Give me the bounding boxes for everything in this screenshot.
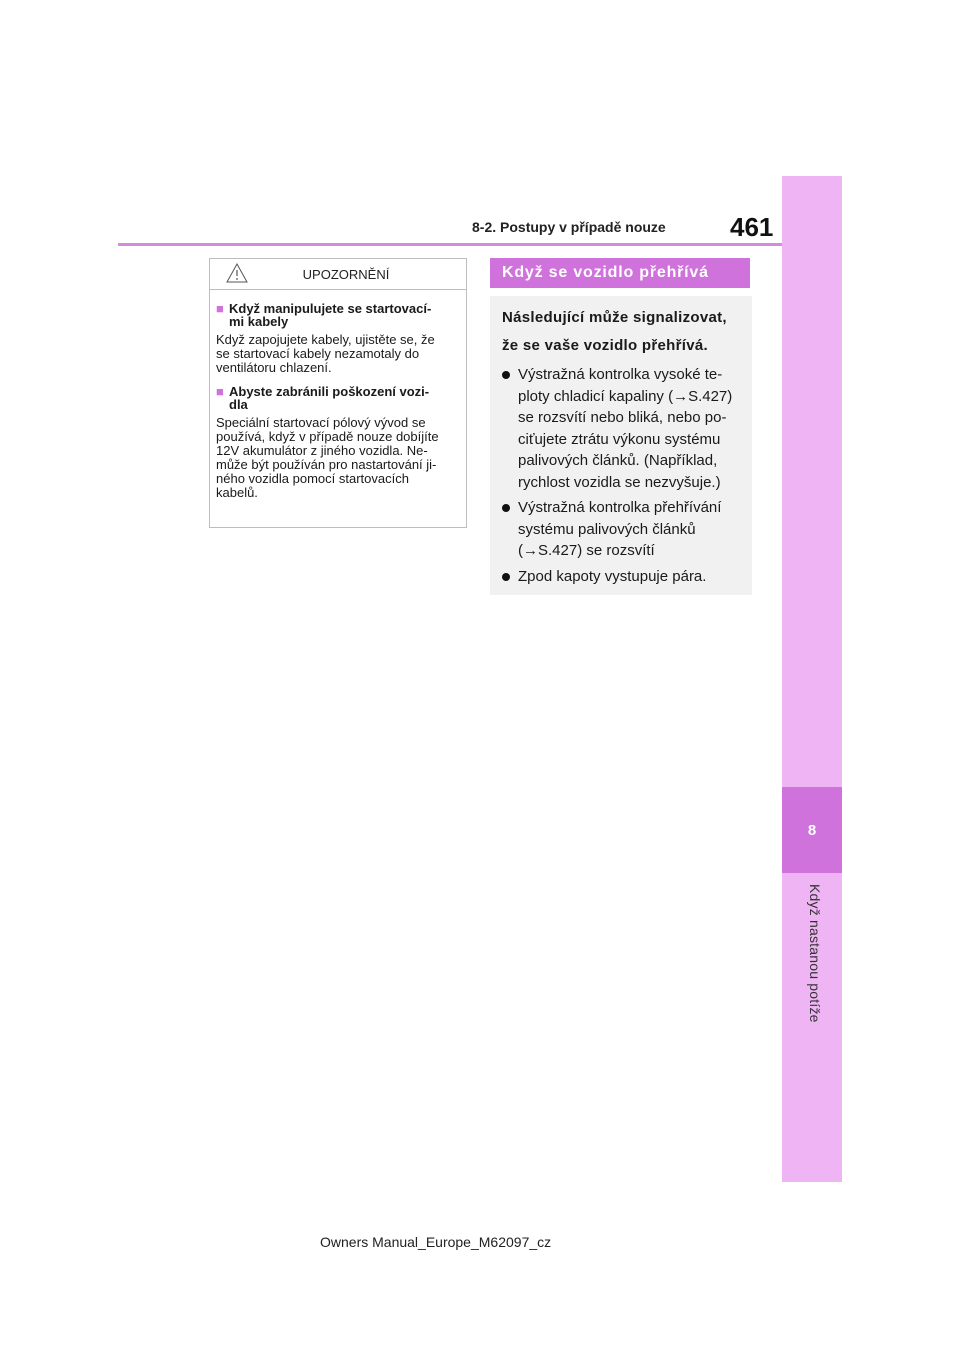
page-number: 461 — [730, 212, 774, 242]
warning-triangle-icon — [226, 263, 248, 283]
bullet-dot-icon — [502, 371, 510, 379]
caution-body — [210, 290, 466, 500]
square-bullet-icon: ■ — [216, 301, 224, 316]
header-rule — [118, 243, 782, 246]
chapter-number: 8 — [807, 821, 817, 839]
square-bullet-icon: ■ — [216, 384, 224, 399]
section-title: 8-2. Postupy v případě nouze — [472, 219, 666, 235]
caution-item-text: Speciální startovací pólový vývod se používá, když v případě nouze dobíjíte 12V akumulátor z jiného vozidla. Ne- může být používán pro nastartování ji- ného vozidla pomocí startovacích kabelů. — [216, 415, 439, 500]
caution-item-heading: ■ Abyste zabránili poškození vozi- dla — [216, 384, 430, 412]
caution-box — [209, 258, 467, 528]
overheat-section-title: Když se vozidlo přehřívá — [490, 258, 750, 288]
caution-label: UPOZORNĚNÍ — [302, 266, 390, 282]
overheat-intro: Následující může signalizovat, že se vaše vozidlo přehřívá. — [502, 309, 727, 354]
list-item: Výstražná kontrolka vysoké te- ploty chladicí kapaliny (→S.427) se rozsvítí nebo bliká, nebo po- ciťujete ztrátu výkonu systému palivových článků. (Například, rychlost vozidla se nezvyšuje.) — [502, 364, 742, 493]
bullet-dot-icon — [502, 504, 510, 512]
chapter-title: Když nastanou potíže — [807, 884, 823, 1023]
overheat-info-box — [490, 296, 752, 595]
caution-item-heading: ■ Když manipulujete se startovací- mi kabely — [216, 301, 432, 329]
footer-text: Owners Manual_Europe_M62097_cz — [320, 1234, 552, 1250]
chapter-number-box — [782, 787, 842, 873]
caution-item-text: Když zapojujete kabely, ujistěte se, že se startovací kabely nezamotaly do ventilátoru chlazení. — [216, 332, 435, 375]
list-item: Výstražná kontrolka přehřívání systému palivových článků (→S.427) se rozsvítí — [502, 497, 742, 562]
bullet-dot-icon — [502, 573, 510, 581]
caution-header — [210, 259, 466, 290]
list-item: Zpod kapoty vystupuje pára. — [502, 566, 742, 588]
